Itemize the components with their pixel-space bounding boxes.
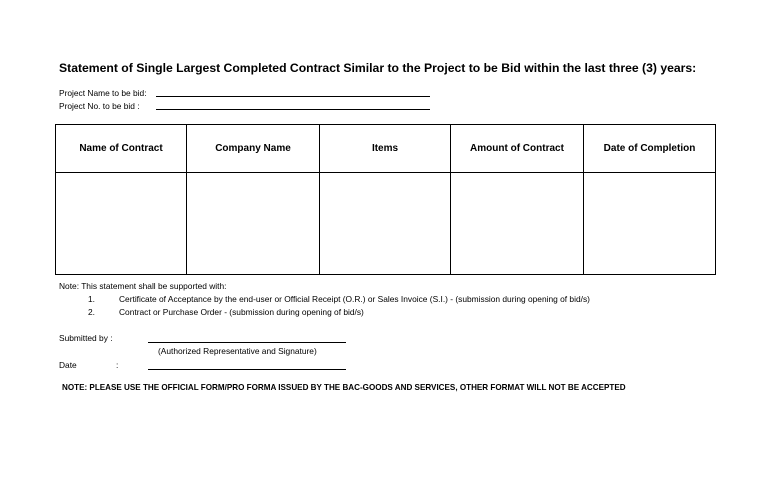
project-name-field[interactable] xyxy=(156,96,430,97)
note-intro: Note: This statement shall be supported with: xyxy=(59,281,227,291)
project-no-label: Project No. to be bid : xyxy=(59,101,140,111)
cell-items[interactable] xyxy=(320,173,451,275)
table-row xyxy=(56,173,716,275)
cell-date-of-completion[interactable] xyxy=(584,173,716,275)
header-company-name: Company Name xyxy=(187,125,320,173)
date-field-line[interactable] xyxy=(148,369,346,370)
cell-name-of-contract[interactable] xyxy=(56,173,187,275)
project-name-label: Project Name to be bid: xyxy=(59,88,147,98)
submitted-by-label: Submitted by : xyxy=(59,333,113,343)
contract-table xyxy=(55,124,716,275)
note-item-text: Certificate of Acceptance by the end-user or Official Receipt (O.R.) or Sales Invoice (S.I.) - (submission during opening of bid/s) xyxy=(119,294,590,304)
header-name-of-contract: Name of Contract xyxy=(56,125,187,173)
date-label: Date xyxy=(59,360,77,370)
official-form-note: NOTE: PLEASE USE THE OFFICIAL FORM/PRO FORMA ISSUED BY THE BAC-GOODS AND SERVICES, OTHER FORMAT WILL NOT BE ACCEPTED xyxy=(62,383,626,392)
cell-amount-of-contract[interactable] xyxy=(451,173,584,275)
note-item-number: 2. xyxy=(88,307,95,317)
header-amount-of-contract: Amount of Contract xyxy=(451,125,584,173)
header-date-of-completion: Date of Completion xyxy=(584,125,716,173)
submitted-by-signature-line[interactable] xyxy=(148,342,346,343)
signature-caption: (Authorized Representative and Signature) xyxy=(158,346,317,356)
date-colon: : xyxy=(116,360,119,370)
header-items: Items xyxy=(320,125,451,173)
project-no-field[interactable] xyxy=(156,109,430,110)
cell-company-name[interactable] xyxy=(187,173,320,275)
document-title: Statement of Single Largest Completed Contract Similar to the Project to be Bid within the last three (3) years: xyxy=(59,61,697,75)
note-item-text: Contract or Purchase Order - (submission during opening of bid/s) xyxy=(119,307,364,317)
table-header-row xyxy=(56,125,716,173)
note-item-number: 1. xyxy=(88,294,95,304)
